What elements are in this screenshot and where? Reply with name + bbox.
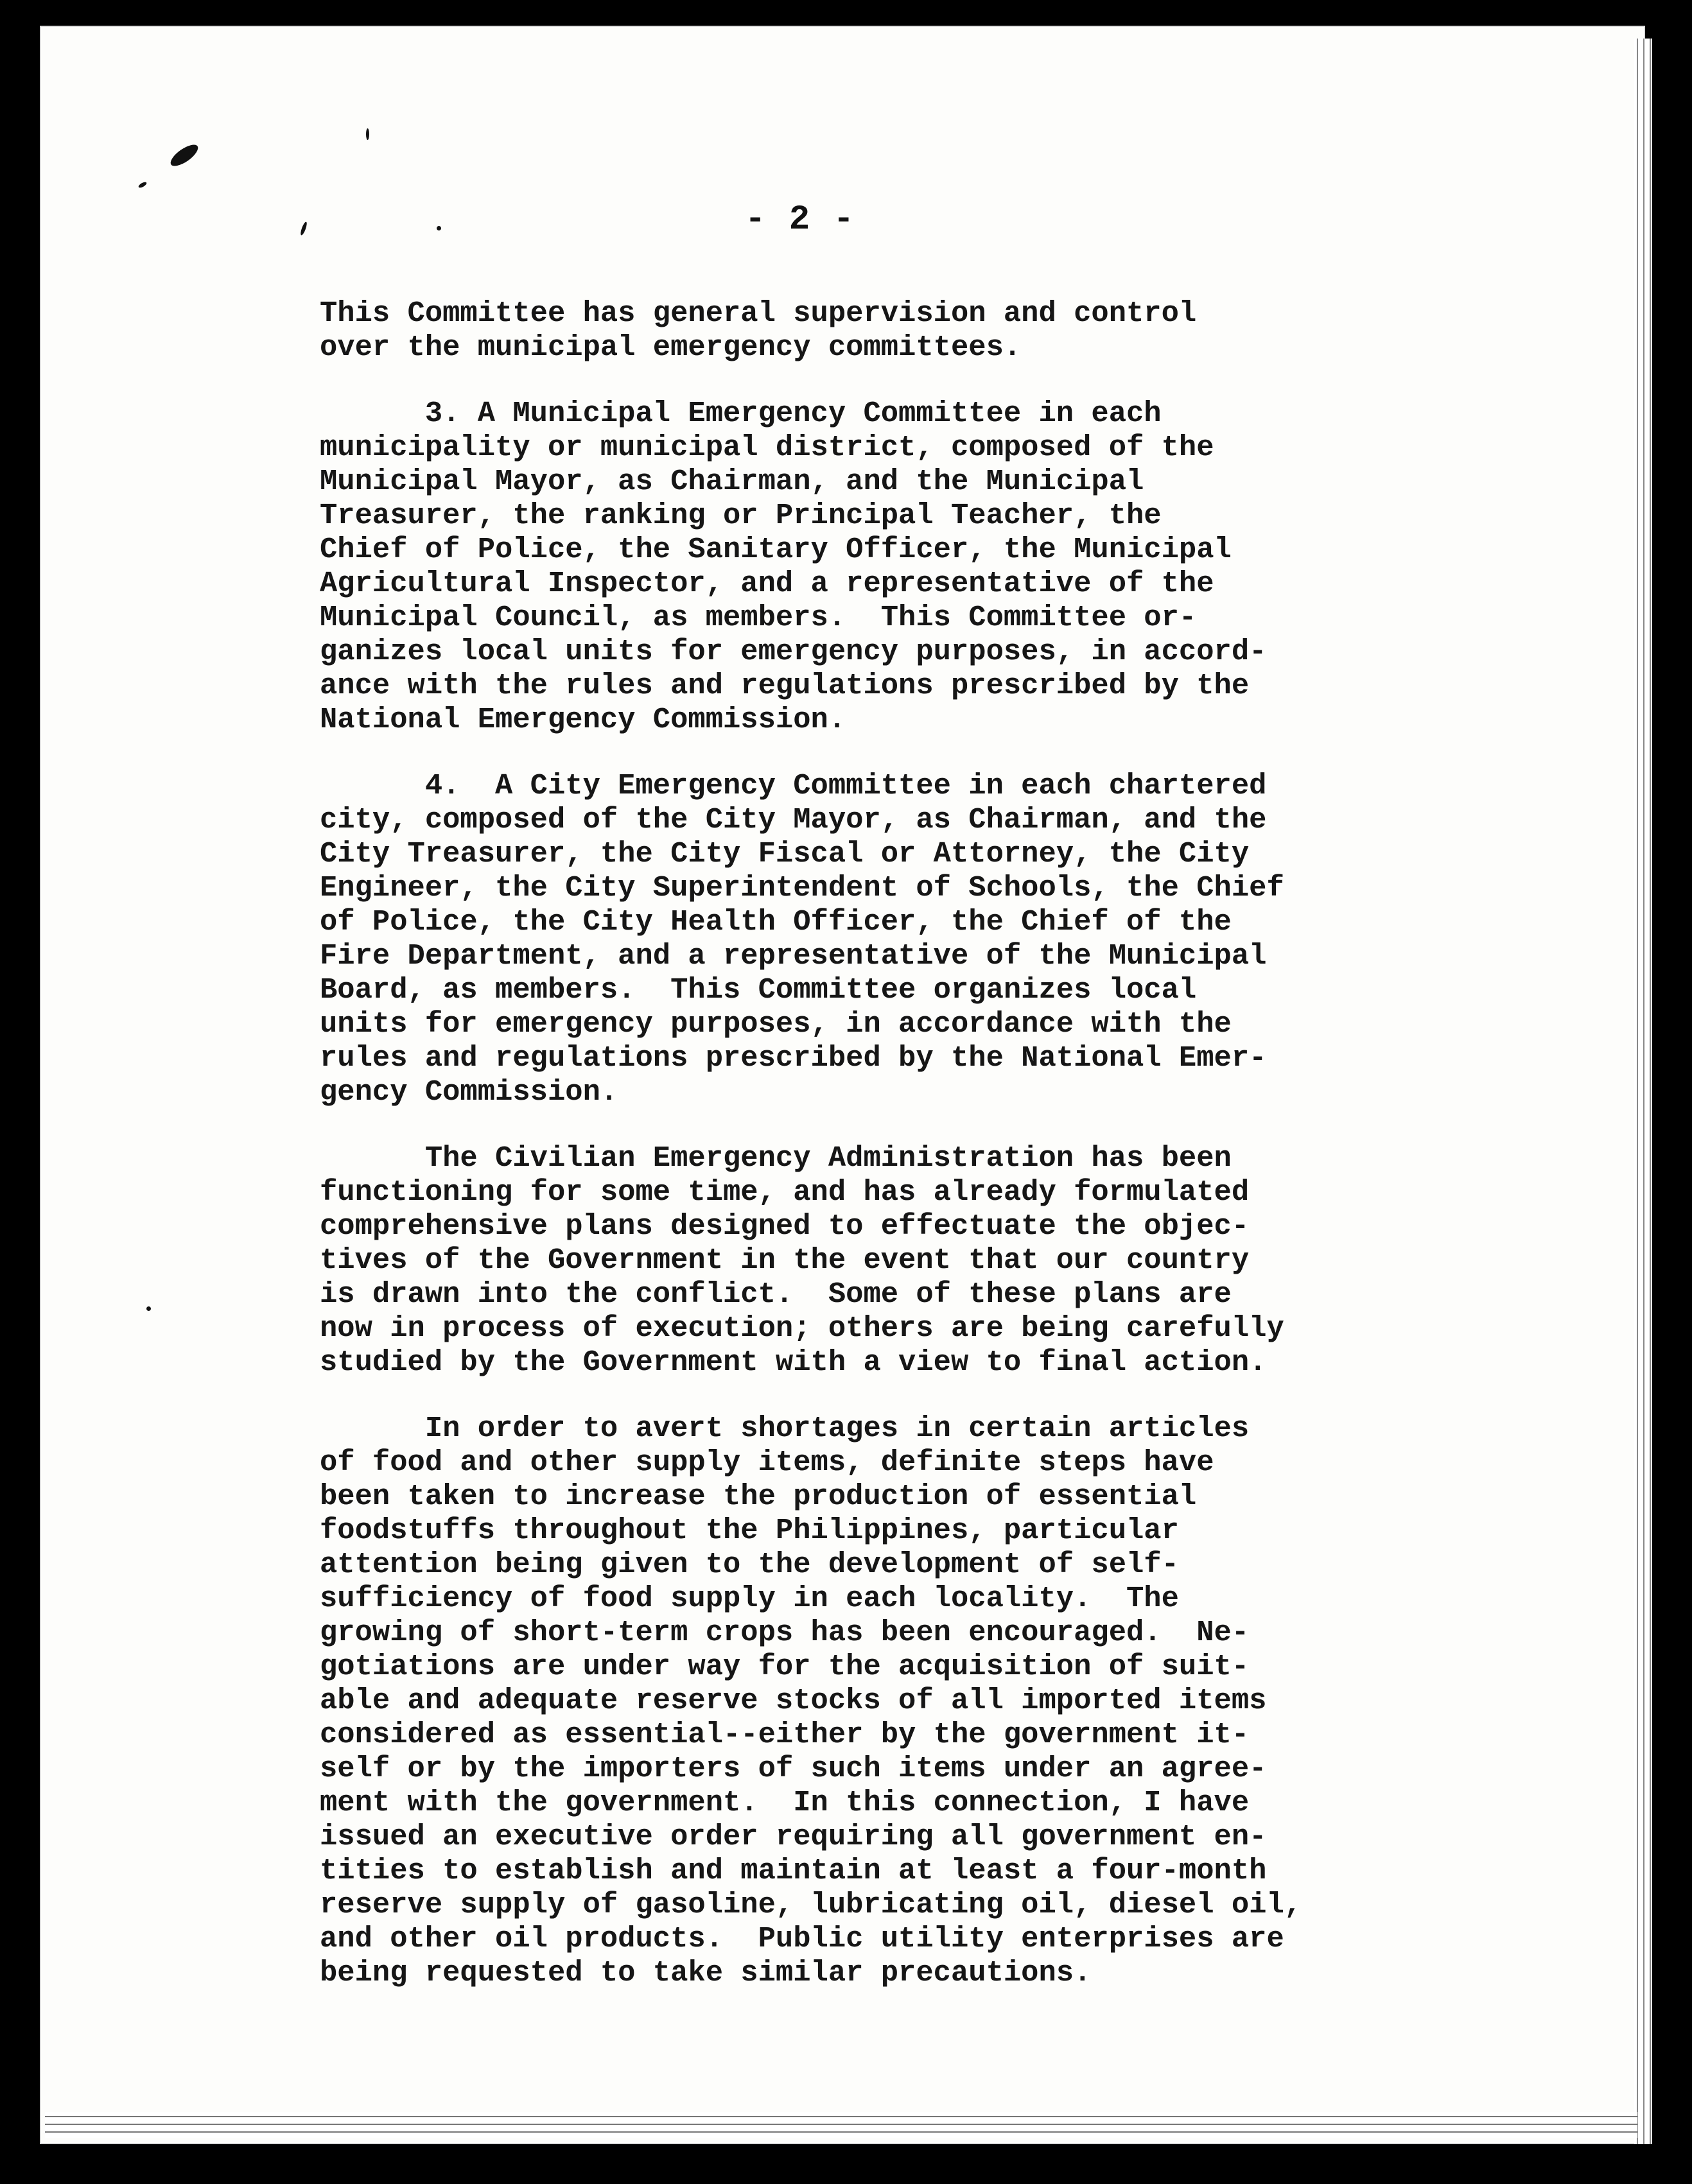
stacked-sheet-edge-bottom (45, 2112, 1637, 2138)
paragraph-committee-supervision: This Committee has general supervision and control over the municipal emergency committees. (320, 297, 1197, 364)
ink-speck-mark (366, 128, 369, 140)
ink-speck-mark (146, 1306, 151, 1311)
paragraph-civilian-administration: The Civilian Emergency Administration has been functioning for some time, and has already formulated comprehensive plans designed to effectuate the objec- tives of the Government in the event that our country is drawn into the conflict. Some of these plans are now in process of execution; others are being carefully studied by the Government with a view to final action. (320, 1141, 1284, 1379)
paragraph-city-committee: 4. A City Emergency Committee in each chartered city, composed of the City Mayor, as Chairman, and the City Treasurer, the City Fiscal or Attorney, the City Engineer, the City Superintendent of Schools, the Chief of Police, the City Health Officer, the Chief of the Fire Department, and a representative of the Municipal Board, as members. This Committee organizes local units for emergency purposes, in accordance with the rules and regulations prescribed by the National Emer- gency Commission. (320, 769, 1284, 1109)
stacked-sheet-edge-right (1634, 39, 1652, 2144)
paragraph-supply-shortages: In order to avert shortages in certain articles of food and other supply items, definite steps have been taken to increase the production of essential foodstuffs throughout the Philippines, particular attention being given to the development of self- sufficiency of food supply in each locality. The growing of short-term crops has been encouraged. Ne- gotiations are under way for the acquisition of suit- able and adequate reserve stocks of all imported items considered as essential--either by the government it- self or by the importers of such items under an agree- ment with the government. In this connection, I have issued an executive order requiring all government en- tities to establish and maintain at least a four-month reserve supply of gasoline, lubricating oil, diesel oil, and other oil products. Public utility enterprises are being requested to take similar precautions. (320, 1412, 1302, 1989)
paragraph-municipal-committee: 3. A Municipal Emergency Committee in each municipality or municipal district, composed of the Municipal Mayor, as Chairman, and the Municipal Treasurer, the ranking or Principal Teacher, the Chief of Police, the Sanitary Officer, the Municipal Agricultural Inspector, and a representative of the Municipal Council, as members. This Committee or- ganizes local units for emergency purposes, in accord- ance with the rules and regulations prescribed by the National Emergency Commission. (320, 397, 1267, 736)
ink-speck-mark (437, 226, 441, 230)
page-number: - 2 - (745, 200, 856, 239)
document-body (320, 297, 1443, 2022)
